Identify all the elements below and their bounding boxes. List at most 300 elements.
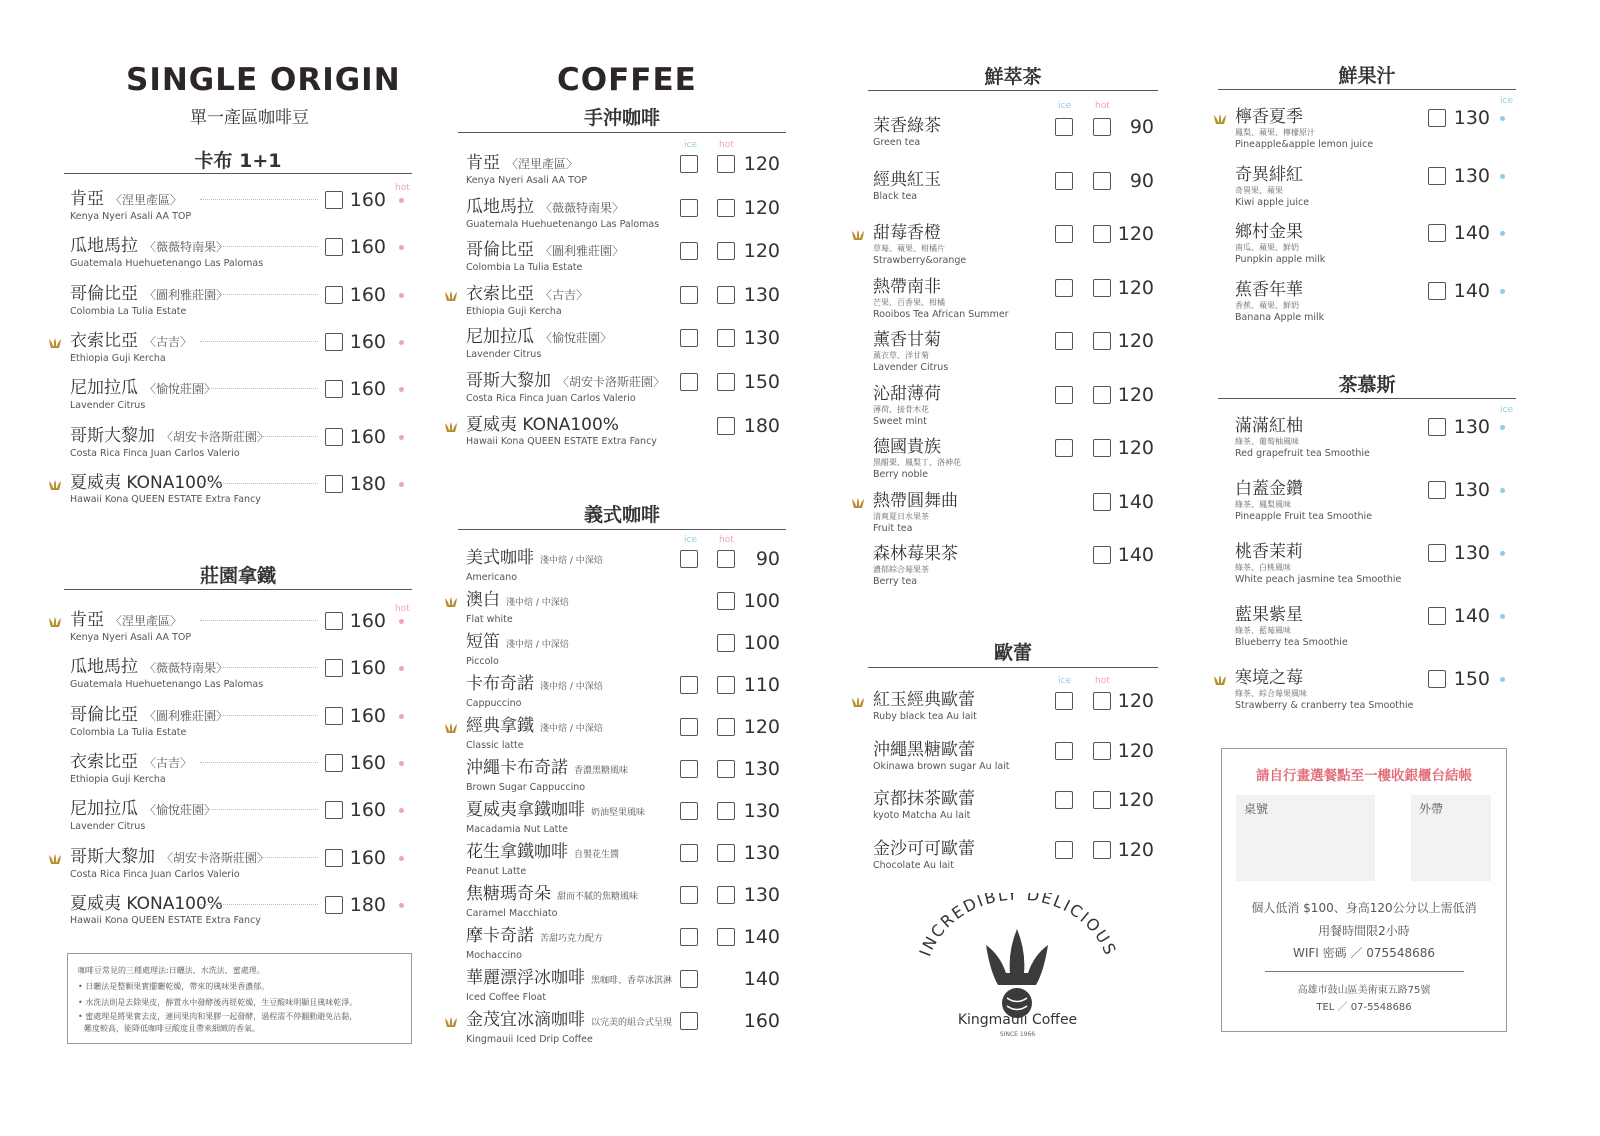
order-checkbox[interactable] xyxy=(1428,544,1446,562)
order-checkbox[interactable] xyxy=(325,428,343,446)
order-checkbox[interactable] xyxy=(325,238,343,256)
dotted-leader xyxy=(200,809,318,810)
item-english-name: Classic latte xyxy=(466,740,524,751)
hot-checkbox[interactable] xyxy=(717,802,735,820)
menu-item xyxy=(70,610,191,644)
item-ingredients: 清爽夏日水果茶 xyxy=(873,511,929,521)
logo-brand: Kingmauii Coffee xyxy=(957,1012,1078,1028)
time-limit-text: 用餐時間限2小時 xyxy=(1318,924,1410,938)
order-checkbox[interactable] xyxy=(325,333,343,351)
order-checkbox[interactable] xyxy=(1428,109,1446,127)
item-name: 摩卡奇諾 苦甜巧克力配方 xyxy=(466,926,604,946)
item-price: 160 xyxy=(743,1010,780,1032)
item-english-name: Mochaccino xyxy=(466,950,522,961)
single-origin-subtitle: 單一產區咖啡豆 xyxy=(190,108,309,128)
note-line: • 蜜處理是將果實去皮，連同果肉和果膠一起發酵，過程需不停翻動避免沾黏， xyxy=(78,1012,358,1021)
item-name: 哥斯大黎加 〈胡安卡洛斯莊園〉 xyxy=(70,425,270,446)
crown-icon xyxy=(48,335,62,349)
order-checkbox[interactable] xyxy=(1428,418,1446,436)
section-shouchong-title: 手沖咖啡 xyxy=(583,107,660,129)
item-english-name: Americano xyxy=(466,572,518,583)
hot-checkbox[interactable] xyxy=(717,592,735,610)
hot-checkbox[interactable] xyxy=(1093,386,1111,404)
dotted-leader xyxy=(200,436,318,437)
order-checkbox[interactable] xyxy=(325,475,343,493)
item-name: 薰香甘菊 xyxy=(873,330,941,350)
ice-checkbox[interactable] xyxy=(680,886,698,904)
brand-logo xyxy=(910,893,1125,1043)
item-name: 瓜地馬拉 〈薇薇特南果〉 xyxy=(70,657,229,678)
ice-checkbox[interactable] xyxy=(680,242,698,260)
ice-checkbox[interactable] xyxy=(680,928,698,946)
item-price: 120 xyxy=(1117,789,1154,811)
shouchong-hot-label: hot xyxy=(719,140,734,150)
item-ingredients: 奇異果、蘋果 xyxy=(1235,185,1283,195)
order-checkbox[interactable] xyxy=(325,707,343,725)
single-origin-title: SINGLE ORIGIN xyxy=(126,62,401,98)
order-checkbox[interactable] xyxy=(1428,607,1446,625)
ice-checkbox[interactable] xyxy=(680,760,698,778)
crown-icon xyxy=(444,594,458,608)
item-english-name: Flat white xyxy=(466,614,513,625)
item-origin: 淺中焙 / 中深焙 xyxy=(506,640,569,650)
kabu-hot-label: hot xyxy=(395,183,410,193)
menu-item xyxy=(1235,668,1414,712)
hot-checkbox[interactable] xyxy=(1093,493,1111,511)
hot-checkbox[interactable] xyxy=(1093,332,1111,350)
menu-item xyxy=(1235,542,1401,586)
menu-item xyxy=(466,284,588,318)
order-checkbox[interactable] xyxy=(325,612,343,630)
xiancui-ice-label: ice xyxy=(1058,101,1071,111)
ice-checkbox[interactable] xyxy=(680,286,698,304)
crown-icon xyxy=(444,288,458,302)
order-checkbox[interactable] xyxy=(325,754,343,772)
hot-checkbox[interactable] xyxy=(1093,692,1111,710)
hot-checkbox[interactable] xyxy=(1093,172,1111,190)
menu-item xyxy=(466,716,603,752)
dotted-leader xyxy=(200,857,318,858)
item-english-name: Black tea xyxy=(873,190,918,202)
section-chamusi-rule xyxy=(1218,398,1516,399)
item-origin: 〈古吉〉 xyxy=(144,755,193,770)
item-name: 花生拿鐵咖啡 自製花生醬 xyxy=(466,842,620,862)
hot-checkbox[interactable] xyxy=(1093,225,1111,243)
hot-checkbox[interactable] xyxy=(717,928,735,946)
menu-item xyxy=(70,284,228,318)
item-ingredients: 薰衣草、洋甘菊 xyxy=(873,351,929,360)
item-ingredients: 黑醋栗、鳳梨丁、洛神花 xyxy=(873,458,961,467)
item-name: 經典拿鐵 淺中焙 / 中深焙 xyxy=(466,716,603,736)
item-price: 160 xyxy=(349,378,386,401)
menu-item xyxy=(873,437,961,481)
order-checkbox[interactable] xyxy=(325,801,343,819)
item-english-name: Hawaii Kona QUEEN ESTATE Extra Fancy xyxy=(70,914,261,926)
item-price: 120 xyxy=(743,196,780,219)
item-name: 尼加拉瓜 〈愉悅莊園〉 xyxy=(466,327,613,348)
crown-icon xyxy=(851,495,865,509)
item-origin: 以完美的組合式呈現 xyxy=(591,1018,673,1028)
menu-item xyxy=(466,884,638,920)
menu-item xyxy=(873,384,941,428)
crown-icon xyxy=(48,614,62,628)
item-origin: 〈胡安卡洛斯莊園〉 xyxy=(161,429,270,444)
item-name: 瓜地馬拉 〈薇薇特南果〉 xyxy=(70,236,229,257)
dotted-leader xyxy=(200,762,318,763)
item-english-name: Cappuccino xyxy=(466,698,522,709)
ice-checkbox[interactable] xyxy=(1055,118,1073,136)
shouchong-ice-label: ice xyxy=(684,140,697,150)
hot-checkbox[interactable] xyxy=(717,199,735,217)
item-english-name: Brown Sugar Cappuccino xyxy=(466,782,586,793)
item-name: 經典紅玉 xyxy=(873,169,941,190)
item-name: 滿滿紅柚 xyxy=(1235,416,1303,436)
hot-checkbox[interactable] xyxy=(717,718,735,736)
ice-checkbox[interactable] xyxy=(680,970,698,988)
menu-item xyxy=(466,415,657,448)
menu-item xyxy=(1235,605,1348,649)
item-price: 140 xyxy=(1117,544,1154,566)
crown-icon xyxy=(851,694,865,708)
hot-checkbox[interactable] xyxy=(717,155,735,173)
crown-icon xyxy=(851,227,865,241)
item-name: 甜莓香橙 xyxy=(873,223,941,243)
menu-item xyxy=(1235,479,1372,523)
item-ingredients: 香蕉、蘋果、鮮奶 xyxy=(1235,300,1299,310)
section-yishi-title: 義式咖啡 xyxy=(583,504,660,526)
hot-dot xyxy=(399,482,404,487)
hot-checkbox[interactable] xyxy=(717,886,735,904)
item-name: 肯亞 〈涅里產區〉 xyxy=(70,610,183,630)
item-price: 150 xyxy=(1453,668,1490,690)
menu-item xyxy=(466,674,603,710)
item-name: 衣索比亞 〈古吉〉 xyxy=(70,330,193,351)
item-price: 120 xyxy=(1117,437,1154,459)
item-english-name: Chocolate Au lait xyxy=(873,859,954,871)
order-checkbox[interactable] xyxy=(325,191,343,209)
item-english-name: Piccolo xyxy=(466,656,499,667)
item-english-name: Guatemala Huehuetenango Las Palomas xyxy=(70,679,264,691)
section-kabu-title: 卡布 1+1 xyxy=(194,150,282,172)
item-origin: 〈愉悅莊園〉 xyxy=(144,803,217,818)
menu-item xyxy=(1235,416,1370,460)
menu-item xyxy=(70,331,192,365)
item-price: 160 xyxy=(349,751,386,774)
order-checkbox[interactable] xyxy=(325,896,343,914)
ice-checkbox[interactable] xyxy=(680,550,698,568)
menu-item xyxy=(466,240,624,274)
logo-since: SINCE 1966 xyxy=(999,1031,1036,1038)
item-price: 140 xyxy=(743,926,780,948)
menu-item xyxy=(873,223,966,267)
item-name: 金茂宜冰滴咖啡 以完美的組合式呈現 xyxy=(466,1010,673,1030)
item-origin: 淺中焙 / 中深焙 xyxy=(540,682,603,692)
order-checkbox[interactable] xyxy=(1428,670,1446,688)
item-english-name: Lavender Citrus xyxy=(466,349,542,361)
dotted-leader xyxy=(200,341,318,342)
item-english-name: Lavender Citrus xyxy=(873,362,949,373)
item-name: 夏威夷 KONA100% xyxy=(70,472,223,493)
chamusi-ice-label: ice xyxy=(1500,405,1513,415)
item-price: 100 xyxy=(743,632,780,654)
menu-item xyxy=(1235,280,1324,324)
order-checkbox[interactable] xyxy=(1428,167,1446,185)
hot-dot xyxy=(399,387,404,392)
hot-dot xyxy=(399,808,404,813)
item-price: 100 xyxy=(743,590,780,612)
hot-checkbox[interactable] xyxy=(1093,841,1111,859)
ice-dot xyxy=(1500,174,1505,179)
ice-checkbox[interactable] xyxy=(1055,225,1073,243)
item-english-name: Sweet mint xyxy=(873,415,927,427)
section-xiancui-title: 鮮萃茶 xyxy=(984,66,1042,88)
item-english-name: Costa Rica Finca Juan Carlos Valerio xyxy=(70,447,240,459)
hot-checkbox[interactable] xyxy=(1093,742,1111,760)
item-price: 130 xyxy=(1453,542,1490,564)
menu-item xyxy=(466,548,603,584)
crown-icon xyxy=(444,720,458,734)
ice-checkbox[interactable] xyxy=(1055,172,1073,190)
zhuangyuan-hot-label: hot xyxy=(395,604,410,614)
dotted-leader xyxy=(200,715,318,716)
crown-icon xyxy=(48,477,62,491)
order-checkbox[interactable] xyxy=(325,849,343,867)
ice-checkbox[interactable] xyxy=(1055,841,1073,859)
hot-dot xyxy=(399,761,404,766)
item-price: 140 xyxy=(1117,490,1154,513)
item-price: 120 xyxy=(1117,838,1154,861)
item-ingredients: 綠茶、葡萄柚風味 xyxy=(1235,437,1299,446)
hot-checkbox[interactable] xyxy=(1093,279,1111,297)
hot-checkbox[interactable] xyxy=(717,373,735,391)
ice-checkbox[interactable] xyxy=(680,1012,698,1030)
item-name: 寒境之莓 xyxy=(1235,668,1303,688)
menu-item xyxy=(1235,165,1309,209)
item-price: 120 xyxy=(743,153,780,175)
item-price: 160 xyxy=(349,610,386,632)
dotted-leader xyxy=(200,667,318,668)
hot-checkbox[interactable] xyxy=(717,676,735,694)
item-origin: 奶油堅果風味 xyxy=(591,808,646,818)
item-origin: 〈薇薇特南果〉 xyxy=(144,240,229,255)
hot-dot xyxy=(399,198,404,203)
item-origin: 〈古吉〉 xyxy=(144,334,193,349)
item-price: 130 xyxy=(743,800,780,822)
menu-item xyxy=(70,473,261,506)
item-price: 140 xyxy=(1453,279,1490,302)
item-origin: 甜而不膩的焦糖風味 xyxy=(557,892,639,902)
item-name: 沁甜薄荷 xyxy=(873,383,941,404)
item-english-name: Pineapple Fruit tea Smoothie xyxy=(1235,511,1373,522)
item-origin: 自製花生醬 xyxy=(574,850,620,860)
item-name: 哥倫比亞 〈圖利雅莊園〉 xyxy=(70,704,229,725)
crown-icon xyxy=(48,851,62,865)
ice-checkbox[interactable] xyxy=(680,373,698,391)
menu-item xyxy=(466,758,628,794)
item-origin: 〈圖利雅莊園〉 xyxy=(540,244,625,259)
item-english-name: Red grapefruit tea Smoothie xyxy=(1235,448,1370,459)
item-price: 160 xyxy=(349,189,386,211)
ice-checkbox[interactable] xyxy=(680,329,698,347)
order-checkbox[interactable] xyxy=(325,659,343,677)
order-checkbox[interactable] xyxy=(1428,224,1446,242)
item-origin: 黑咖啡、香草冰淇淋 xyxy=(591,976,673,986)
address-text: 高雄市鼓山區美術東五路75號 xyxy=(1297,985,1431,996)
hot-checkbox[interactable] xyxy=(717,844,735,862)
item-name: 衣索比亞 〈古吉〉 xyxy=(70,751,193,772)
item-ingredients: 綠茶、白桃風味 xyxy=(1235,563,1291,572)
order-checkbox[interactable] xyxy=(1428,481,1446,499)
menu-item xyxy=(873,116,941,149)
item-origin: 〈圖利雅莊園〉 xyxy=(144,287,229,302)
ice-checkbox[interactable] xyxy=(680,676,698,694)
item-english-name: Okinawa brown sugar Au lait xyxy=(873,760,1010,772)
hot-checkbox[interactable] xyxy=(1093,546,1111,564)
order-checkbox[interactable] xyxy=(325,380,343,398)
hot-checkbox[interactable] xyxy=(1093,439,1111,457)
menu-item xyxy=(873,690,977,723)
item-english-name: Kenya Nyeri Asali AA TOP xyxy=(70,211,192,222)
item-name: 哥斯大黎加 〈胡安卡洛斯莊園〉 xyxy=(70,846,270,867)
item-english-name: Caramel Macchiato xyxy=(466,908,558,919)
item-english-name: Green tea xyxy=(873,137,921,148)
menu-item xyxy=(466,197,659,231)
item-name: 夏威夷 KONA100% xyxy=(466,414,619,435)
item-price: 130 xyxy=(1453,164,1490,187)
info-divider xyxy=(1265,971,1464,972)
item-price: 180 xyxy=(349,472,386,495)
ice-dot xyxy=(1500,488,1505,493)
item-price: 130 xyxy=(743,327,780,350)
item-english-name: Kiwi apple juice xyxy=(1235,196,1310,208)
menu-item xyxy=(1235,222,1325,266)
item-name: 夏威夷 KONA100% xyxy=(70,893,223,914)
yishi-hot-label: hot xyxy=(719,535,734,545)
item-english-name: Ruby black tea Au lait xyxy=(873,711,977,722)
hot-checkbox[interactable] xyxy=(1093,118,1111,136)
item-ingredients: 濃郁綜合莓果茶 xyxy=(873,565,929,574)
hot-checkbox[interactable] xyxy=(717,286,735,304)
item-name: 尼加拉瓜 〈愉悅莊園〉 xyxy=(70,378,217,399)
ice-checkbox[interactable] xyxy=(680,718,698,736)
item-name: 藍果紫星 xyxy=(1235,605,1303,625)
item-price: 150 xyxy=(743,371,780,393)
processing-note xyxy=(67,953,412,1044)
item-english-name: Ethiopia Guji Kercha xyxy=(466,305,562,317)
item-origin: 〈圖利雅莊園〉 xyxy=(144,708,229,723)
item-name: 京都抹茶歐蕾 xyxy=(873,789,975,809)
item-name: 衣索比亞 〈古吉〉 xyxy=(466,283,589,304)
item-price: 120 xyxy=(1117,276,1154,299)
item-price: 130 xyxy=(1453,416,1490,438)
ice-dot xyxy=(1500,677,1505,682)
ice-checkbox[interactable] xyxy=(1055,279,1073,297)
item-english-name: Kenya Nyeri Asali AA TOP xyxy=(70,632,192,643)
menu-item xyxy=(466,800,645,836)
ice-checkbox[interactable] xyxy=(680,802,698,820)
menu-item xyxy=(873,330,948,374)
item-english-name: Kenya Nyeri Asali AA TOP xyxy=(466,175,588,186)
ice-checkbox[interactable] xyxy=(680,844,698,862)
ice-checkbox[interactable] xyxy=(1055,332,1073,350)
item-name: 夏威夷拿鐵咖啡 奶油堅果風味 xyxy=(466,800,646,820)
crown-icon xyxy=(444,1014,458,1028)
section-oulei-title: 歐蕾 xyxy=(993,642,1032,664)
wifi-text: WIFI 密碼 ／ 075548686 xyxy=(1292,946,1435,960)
ice-checkbox[interactable] xyxy=(1055,692,1073,710)
dotted-leader xyxy=(200,388,318,389)
ice-checkbox[interactable] xyxy=(1055,386,1073,404)
item-price: 90 xyxy=(1129,169,1154,192)
hot-dot xyxy=(399,340,404,345)
menu-item xyxy=(1235,107,1373,151)
hot-checkbox[interactable] xyxy=(717,242,735,260)
item-ingredients: 綠茶、藍莓風味 xyxy=(1235,626,1291,635)
item-ingredients: 綠茶、綜合莓果風味 xyxy=(1235,689,1307,698)
order-checkbox[interactable] xyxy=(1428,282,1446,300)
item-price: 130 xyxy=(743,283,780,306)
menu-item xyxy=(466,371,665,405)
menu-item xyxy=(466,1010,672,1046)
item-english-name: Colombia La Tulia Estate xyxy=(466,262,583,274)
item-price: 160 xyxy=(349,283,386,306)
menu-item xyxy=(873,740,1010,773)
item-name: 鄉村金果 xyxy=(1235,222,1303,242)
menu-item xyxy=(873,839,975,872)
ice-checkbox[interactable] xyxy=(1055,791,1073,809)
item-price: 140 xyxy=(1453,222,1490,244)
item-name: 美式咖啡 淺中焙 / 中深焙 xyxy=(466,548,603,568)
ice-checkbox[interactable] xyxy=(1055,439,1073,457)
hot-checkbox[interactable] xyxy=(717,550,735,568)
item-price: 160 xyxy=(349,704,386,727)
ice-checkbox[interactable] xyxy=(1055,742,1073,760)
ice-checkbox[interactable] xyxy=(680,155,698,173)
menu-item xyxy=(466,153,587,187)
section-shouchong-rule xyxy=(458,132,786,133)
menu-item xyxy=(70,236,263,270)
item-ingredients: 薄荷、接骨木花 xyxy=(873,404,929,414)
menu-item xyxy=(70,894,261,927)
item-english-name: Iced Coffee Float xyxy=(466,992,547,1003)
dotted-leader xyxy=(200,294,318,295)
item-name: 茉香綠茶 xyxy=(873,116,941,136)
menu-item xyxy=(466,842,619,878)
menu-item xyxy=(70,799,216,833)
hot-dot xyxy=(399,903,404,908)
section-xiancui-rule xyxy=(868,90,1158,91)
item-origin: 〈涅里產區〉 xyxy=(506,157,579,171)
section-yishi-rule xyxy=(458,529,786,530)
item-name: 桃香茉莉 xyxy=(1235,542,1303,562)
hot-checkbox[interactable] xyxy=(717,329,735,347)
item-english-name: Banana Apple milk xyxy=(1235,311,1325,323)
note-line: • 日曬法是整顆果實擺曬乾燥，帶來的風味果香濃郁。 xyxy=(78,982,270,991)
item-english-name: Kingmauii Iced Drip Coffee xyxy=(466,1034,593,1045)
hot-checkbox[interactable] xyxy=(717,634,735,652)
hot-checkbox[interactable] xyxy=(1093,791,1111,809)
item-english-name: Guatemala Huehuetenango Las Palomas xyxy=(466,218,660,230)
ice-checkbox[interactable] xyxy=(680,199,698,217)
note-line: 難度較高，能降低咖啡豆酸度且帶來細緻的香氣。 xyxy=(84,1024,260,1033)
item-price: 130 xyxy=(743,884,780,906)
order-checkbox[interactable] xyxy=(325,286,343,304)
hot-checkbox[interactable] xyxy=(717,417,735,435)
coffee-title: COFFEE xyxy=(557,62,697,98)
hot-checkbox[interactable] xyxy=(717,760,735,778)
item-price: 130 xyxy=(743,842,780,864)
item-name: 卡布奇諾 淺中焙 / 中深焙 xyxy=(466,674,603,694)
